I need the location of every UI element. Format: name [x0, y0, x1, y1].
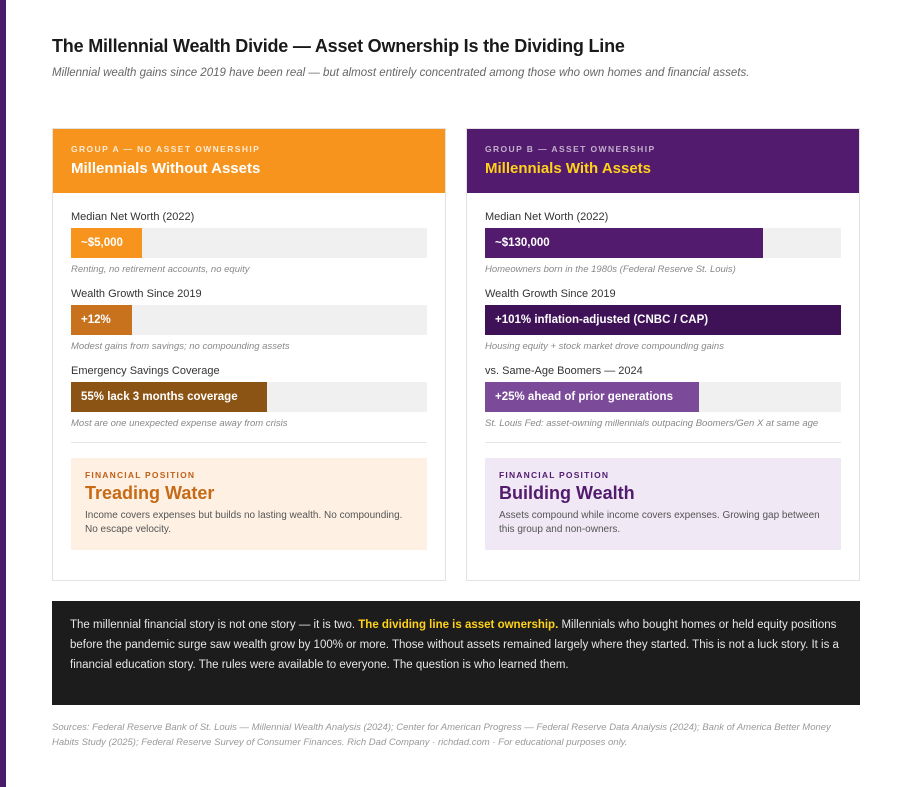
- metric-label: Wealth Growth Since 2019: [71, 288, 202, 300]
- bar-fill: +25% ahead of prior generations: [485, 382, 699, 412]
- metric-label: Wealth Growth Since 2019: [485, 288, 616, 300]
- group-a-metric: [71, 211, 427, 276]
- group-b-header: [467, 129, 859, 193]
- comparison-cards: [52, 128, 860, 581]
- group-b-body: [467, 193, 859, 550]
- group-a-position: [71, 458, 427, 550]
- story-text-before: The millennial financial story is not one story — it is two.: [70, 619, 359, 631]
- group-a-title: Millennials Without Assets: [71, 160, 261, 177]
- metric-note: St. Louis Fed: asset-owning millennials outpacing Boomers/Gen X at same age: [485, 418, 819, 429]
- group-b-metric: [485, 365, 841, 430]
- position-title: Building Wealth: [499, 483, 635, 503]
- group-a-header: [53, 129, 445, 193]
- divider: [485, 442, 841, 443]
- group-b-metric: [485, 211, 841, 276]
- bar-track: [485, 382, 841, 412]
- bar-fill: ~$130,000: [485, 228, 763, 258]
- metric-label: Median Net Worth (2022): [71, 211, 195, 223]
- group-b-label: GROUP B — ASSET OWNERSHIP: [485, 144, 656, 154]
- story-text-after: Millennials who bought homes or held equity positions before the pandemic surge saw wealth grow by 100% or more. Those without assets remained largely where they started. This is not a luck story. It is a financial education story. The rules were available to everyone. The question is who learned them.: [70, 619, 839, 671]
- position-text: Income covers expenses but builds no lasting wealth. No compounding. No escape velocity.: [85, 510, 403, 535]
- left-accent-bar: [0, 0, 6, 787]
- bar-track: [71, 382, 427, 412]
- group-b-card: [466, 128, 860, 581]
- group-a-body: [53, 193, 445, 550]
- position-label: FINANCIAL POSITION: [499, 470, 610, 480]
- page-subtitle: Millennial wealth gains since 2019 have been real — but almost entirely concentrated among those who own homes and financial assets.: [52, 67, 750, 79]
- group-b-position: [485, 458, 841, 550]
- divider: [71, 442, 427, 443]
- bar-fill: +12%: [71, 305, 132, 335]
- bar-track: [71, 228, 427, 258]
- group-a-metric: [71, 365, 427, 430]
- bar-fill: ~$5,000: [71, 228, 142, 258]
- metric-label: Emergency Savings Coverage: [71, 365, 220, 377]
- metric-note: Housing equity + stock market drove compounding gains: [485, 341, 724, 352]
- bar-fill: +101% inflation-adjusted (CNBC / CAP): [485, 305, 841, 335]
- group-b-metric: [485, 288, 841, 353]
- position-label: FINANCIAL POSITION: [85, 470, 196, 480]
- metric-label: vs. Same-Age Boomers — 2024: [485, 365, 643, 377]
- group-a-metric: [71, 288, 427, 353]
- bar-track: [71, 305, 427, 335]
- page-title: The Millennial Wealth Divide — Asset Ownership Is the Dividing Line: [52, 36, 625, 56]
- bar-fill: 55% lack 3 months coverage: [71, 382, 267, 412]
- metric-note: Most are one unexpected expense away from crisis: [71, 418, 288, 429]
- group-a-label: GROUP A — NO ASSET OWNERSHIP: [71, 144, 261, 154]
- metric-note: Homeowners born in the 1980s (Federal Reserve St. Louis): [485, 264, 736, 275]
- metric-note: Modest gains from savings; no compounding assets: [71, 341, 290, 352]
- bar-track: [485, 305, 841, 335]
- infographic: [52, 36, 860, 748]
- position-title: Treading Water: [85, 483, 215, 503]
- story-callout: [52, 601, 860, 705]
- position-text: Assets compound while income covers expenses. Growing gap between this group and non-owners.: [499, 510, 820, 535]
- group-a-card: [52, 128, 446, 581]
- group-b-title: Millennials With Assets: [485, 160, 652, 177]
- metric-label: Median Net Worth (2022): [485, 211, 609, 223]
- story-highlight: The dividing line is asset ownership.: [358, 619, 559, 631]
- sources-footnote: Sources: Federal Reserve Bank of St. Louis — Millennial Wealth Analysis (2024); Center for American Progress — Federal Reserve Data Analysis (2024); Bank of America Better Money Habits Study (2025); Federal Reserve Survey of Consumer Finances. Rich Dad Company · richdad.com · For educational purposes only.: [52, 722, 831, 748]
- metric-note: Renting, no retirement accounts, no equity: [71, 264, 250, 275]
- bar-track: [485, 228, 841, 258]
